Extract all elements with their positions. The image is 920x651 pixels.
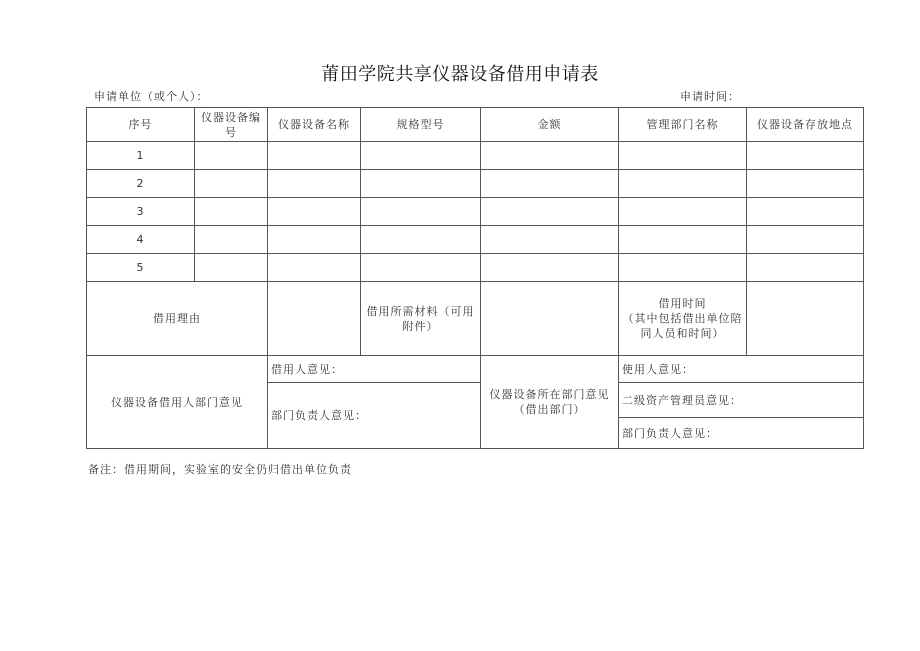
cell-dept-name[interactable]: [619, 226, 747, 254]
cell-equipment-name[interactable]: [268, 142, 361, 170]
cell-spec-model[interactable]: [361, 254, 481, 282]
borrow-time-label-line2: （其中包括借出单位陪: [622, 312, 743, 325]
header-equipment-code-line1: 仪器设备编: [201, 110, 261, 124]
header-amount: 金额: [481, 108, 619, 142]
user-opinion-field[interactable]: 使用人意见：: [619, 356, 864, 383]
cell-dept-name[interactable]: [619, 142, 747, 170]
cell-equipment-code[interactable]: [195, 254, 268, 282]
owner-dept-opinion-line2: （借出部门）: [513, 403, 586, 416]
row-seq: 3: [87, 198, 195, 226]
cell-equipment-name[interactable]: [268, 254, 361, 282]
cell-equipment-name[interactable]: [268, 198, 361, 226]
applicant-label: 申请单位（或个人）：: [94, 90, 209, 103]
asset-manager-opinion-field[interactable]: 二级资产管理员意见：: [619, 383, 864, 418]
borrow-time-label-line3: 同人员和时间）: [640, 327, 725, 340]
cell-spec-model[interactable]: [361, 142, 481, 170]
cell-equipment-code[interactable]: [195, 198, 268, 226]
table-row: [87, 198, 864, 226]
cell-amount[interactable]: [481, 198, 619, 226]
row-seq: 5: [87, 254, 195, 282]
cell-dept-name[interactable]: [619, 198, 747, 226]
cell-storage-location[interactable]: [747, 142, 864, 170]
cell-dept-name[interactable]: [619, 254, 747, 282]
table-row: [87, 226, 864, 254]
row-seq: 1: [87, 142, 195, 170]
application-date-label: 申请时间：: [680, 90, 740, 103]
cell-equipment-code[interactable]: [195, 170, 268, 198]
row-seq: 2: [87, 170, 195, 198]
header-equipment-code-line2: 号: [225, 125, 237, 139]
header-row: [87, 108, 864, 142]
materials-label-line2: 附件）: [402, 319, 439, 333]
borrow-time-label-line1: 借用时间: [658, 297, 707, 310]
dept-head-opinion-field-right[interactable]: 部门负责人意见：: [619, 418, 864, 449]
footnote: 备注：借用期间，实验室的安全仍归借出单位负责: [88, 463, 352, 476]
header-seq: 序号: [87, 108, 195, 142]
owner-dept-opinion-line1: 仪器设备所在部门意见: [489, 388, 610, 401]
cell-storage-location[interactable]: [747, 170, 864, 198]
borrow-time-label: [619, 282, 747, 356]
materials-label-line1: 借用所需材料（可用: [366, 304, 475, 318]
header-dept-name: 管理部门名称: [619, 108, 747, 142]
cell-amount[interactable]: [481, 254, 619, 282]
cell-spec-model[interactable]: [361, 226, 481, 254]
cell-equipment-code[interactable]: [195, 226, 268, 254]
owner-dept-opinion-label: [481, 356, 619, 449]
cell-amount[interactable]: [481, 226, 619, 254]
form-title: 莆田学院共享仪器设备借用申请表: [321, 64, 599, 85]
cell-dept-name[interactable]: [619, 170, 747, 198]
materials-label: [361, 282, 481, 356]
reason-row: [87, 282, 864, 356]
materials-input[interactable]: [481, 282, 619, 356]
borrower-dept-opinion-label: 仪器设备借用人部门意见: [87, 356, 268, 449]
borrow-time-input[interactable]: [747, 282, 864, 356]
cell-spec-model[interactable]: [361, 198, 481, 226]
header-equipment-name: 仪器设备名称: [268, 108, 361, 142]
header-storage-location: 仪器设备存放地点: [747, 108, 864, 142]
borrow-reason-label: 借用理由: [87, 282, 268, 356]
cell-equipment-code[interactable]: [195, 142, 268, 170]
table-row: [87, 142, 864, 170]
table-row: [87, 170, 864, 198]
cell-equipment-name[interactable]: [268, 170, 361, 198]
cell-spec-model[interactable]: [361, 170, 481, 198]
borrower-opinion-field[interactable]: 借用人意见：: [268, 356, 481, 383]
header-spec-model: 规格型号: [361, 108, 481, 142]
header-equipment-code: [195, 108, 268, 142]
cell-amount[interactable]: [481, 142, 619, 170]
cell-storage-location[interactable]: [747, 198, 864, 226]
cell-storage-location[interactable]: [747, 226, 864, 254]
cell-amount[interactable]: [481, 170, 619, 198]
dept-head-opinion-field-left[interactable]: 部门负责人意见：: [268, 383, 481, 449]
borrow-reason-input[interactable]: [268, 282, 361, 356]
row-seq: 4: [87, 226, 195, 254]
opinion-row-1: [87, 356, 864, 383]
cell-storage-location[interactable]: [747, 254, 864, 282]
application-form-table: [86, 107, 864, 449]
cell-equipment-name[interactable]: [268, 226, 361, 254]
table-row: [87, 254, 864, 282]
